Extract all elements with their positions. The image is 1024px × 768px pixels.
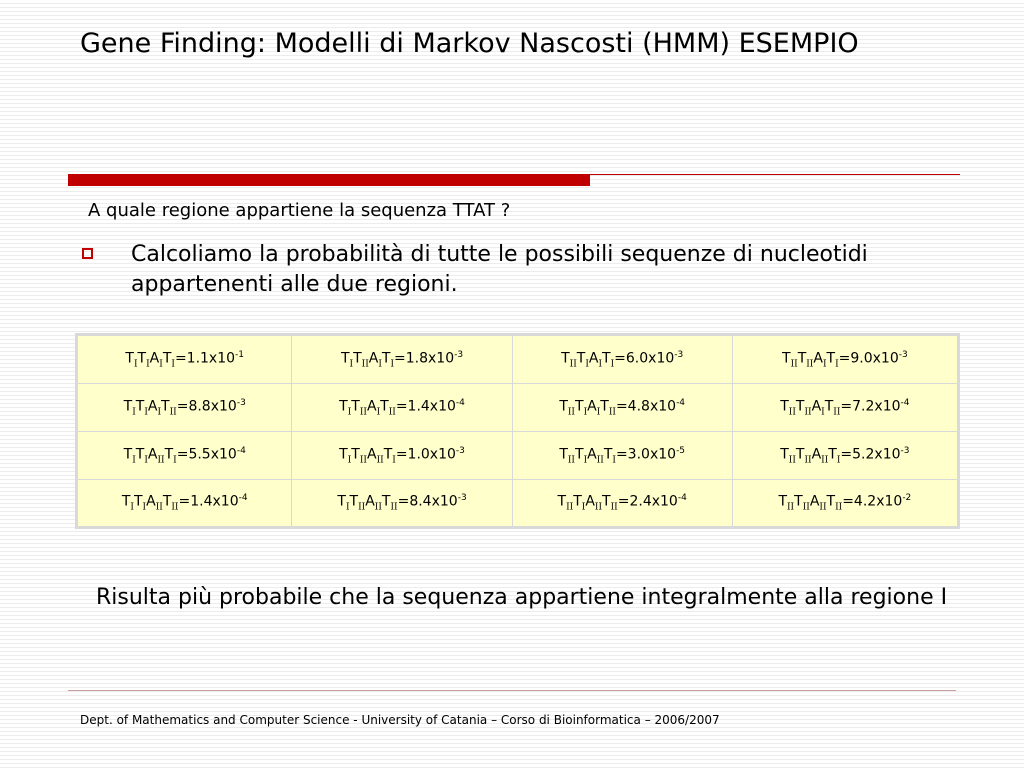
nucleotide-letter: A bbox=[587, 398, 597, 415]
slide-title: Gene Finding: Modelli di Markov Nascosti (HMM) ESEMPIO bbox=[80, 28, 859, 59]
probability-cell bbox=[513, 384, 733, 432]
nucleotide-letter: T bbox=[351, 446, 360, 463]
probability-cell bbox=[292, 432, 512, 480]
region-subscript: I bbox=[144, 407, 148, 418]
region-subscript: II bbox=[376, 455, 384, 466]
probability-exponent: -4 bbox=[455, 397, 465, 408]
nucleotide-letter: T bbox=[380, 398, 389, 415]
region-subscript: I bbox=[583, 407, 588, 418]
region-subscript: I bbox=[612, 455, 616, 466]
nucleotide-letter: T bbox=[123, 398, 133, 415]
probability-exponent: -4 bbox=[900, 397, 910, 408]
nucleotide-letter: A bbox=[811, 446, 822, 463]
nucleotide-letter: A bbox=[587, 446, 597, 463]
nucleotide-letter: T bbox=[826, 350, 836, 367]
nucleotide-letter: T bbox=[125, 350, 134, 367]
nucleotide-letter: T bbox=[778, 494, 787, 511]
probability-table bbox=[78, 336, 957, 526]
nucleotide-letter: T bbox=[162, 350, 172, 367]
region-subscript: II bbox=[804, 407, 812, 418]
probability-exponent: -4 bbox=[238, 493, 248, 504]
probability-cell bbox=[733, 336, 957, 384]
region-subscript: II bbox=[361, 359, 369, 370]
region-subscript: I bbox=[173, 455, 177, 466]
probability-mantissa: =3.0x10 bbox=[615, 446, 677, 463]
region-subscript: II bbox=[359, 407, 367, 418]
probability-cell bbox=[513, 336, 733, 384]
region-subscript: II bbox=[157, 455, 165, 466]
nucleotide-letter: T bbox=[602, 350, 611, 367]
table-row bbox=[78, 480, 957, 526]
region-subscript: II bbox=[388, 407, 396, 418]
probability-exponent: -1 bbox=[235, 349, 245, 360]
nucleotide-letter: T bbox=[337, 494, 346, 511]
probability-mantissa: =5.2x10 bbox=[840, 446, 901, 463]
nucleotide-letter: A bbox=[146, 494, 156, 511]
nucleotide-letter: A bbox=[366, 398, 377, 415]
region-subscript: II bbox=[788, 407, 796, 418]
nucleotide-letter: A bbox=[149, 350, 160, 367]
region-subscript: II bbox=[596, 455, 604, 466]
nucleotide-letter: T bbox=[797, 350, 807, 367]
probability-cell bbox=[78, 480, 292, 526]
region-subscript: I bbox=[347, 455, 352, 466]
probability-exponent: -3 bbox=[454, 349, 464, 360]
probability-exponent: -3 bbox=[674, 349, 684, 360]
region-subscript: I bbox=[610, 359, 615, 370]
nucleotide-letter: T bbox=[561, 350, 570, 367]
nucleotide-letter: T bbox=[351, 398, 360, 415]
nucleotide-letter: T bbox=[121, 494, 131, 511]
region-subscript: I bbox=[133, 359, 138, 370]
region-subscript: II bbox=[804, 455, 812, 466]
region-subscript: II bbox=[566, 502, 574, 513]
table-row bbox=[78, 336, 957, 384]
region-subscript: II bbox=[594, 502, 603, 513]
probability-mantissa: =4.2x10 bbox=[842, 494, 903, 511]
region-subscript: II bbox=[833, 407, 841, 418]
region-subscript: II bbox=[390, 502, 398, 513]
conclusion-text: Risulta più probabile che la sequenza appartiene integralmente alla regione I bbox=[96, 585, 948, 610]
region-subscript: I bbox=[598, 359, 603, 370]
probability-exponent: -2 bbox=[902, 493, 912, 504]
region-subscript: I bbox=[349, 359, 354, 370]
region-subscript: I bbox=[376, 407, 381, 418]
nucleotide-letter: T bbox=[824, 398, 834, 415]
region-subscript: I bbox=[146, 359, 150, 370]
nucleotide-letter: T bbox=[575, 398, 584, 415]
region-subscript: II bbox=[835, 502, 843, 513]
nucleotide-letter: A bbox=[147, 446, 158, 463]
probability-mantissa: =1.1x10 bbox=[174, 350, 236, 367]
nucleotide-letter: T bbox=[795, 398, 805, 415]
probability-cell bbox=[733, 480, 957, 526]
nucleotide-letter: T bbox=[383, 446, 393, 463]
probability-mantissa: =1.4x10 bbox=[178, 494, 239, 511]
table-row bbox=[78, 432, 957, 480]
region-subscript: II bbox=[608, 407, 616, 418]
nucleotide-letter: A bbox=[368, 350, 379, 367]
region-subscript: I bbox=[585, 359, 589, 370]
nucleotide-letter: A bbox=[366, 446, 377, 463]
region-subscript: II bbox=[567, 407, 575, 418]
nucleotide-letter: A bbox=[365, 494, 375, 511]
nucleotide-letter: T bbox=[794, 494, 803, 511]
probability-exponent: -4 bbox=[677, 493, 687, 504]
nucleotide-letter: T bbox=[161, 398, 170, 415]
nucleotide-letter: T bbox=[602, 494, 611, 511]
region-subscript: II bbox=[806, 359, 814, 370]
region-subscript: II bbox=[569, 359, 577, 370]
nucleotide-letter: A bbox=[147, 398, 158, 415]
nucleotide-letter: T bbox=[826, 494, 836, 511]
region-subscript: II bbox=[802, 502, 810, 513]
region-subscript: I bbox=[821, 407, 825, 418]
probability-cell bbox=[78, 432, 292, 480]
region-subscript: I bbox=[583, 455, 588, 466]
probability-cell bbox=[733, 384, 957, 432]
region-subscript: I bbox=[390, 359, 395, 370]
region-subscript: I bbox=[347, 407, 352, 418]
region-subscript: II bbox=[821, 455, 829, 466]
region-subscript: II bbox=[171, 502, 179, 513]
region-subscript: II bbox=[787, 502, 795, 513]
probability-mantissa: =9.0x10 bbox=[838, 350, 899, 367]
nucleotide-letter: T bbox=[576, 350, 586, 367]
probability-mantissa: =6.0x10 bbox=[614, 350, 675, 367]
title-divider-thick bbox=[68, 175, 590, 186]
probability-cell bbox=[513, 432, 733, 480]
probability-mantissa: =2.4x10 bbox=[617, 494, 678, 511]
probability-mantissa: =4.8x10 bbox=[615, 398, 677, 415]
hollow-square-bullet-icon bbox=[82, 248, 93, 259]
nucleotide-letter: T bbox=[135, 398, 145, 415]
probability-cell bbox=[78, 384, 292, 432]
nucleotide-letter: T bbox=[557, 494, 567, 511]
nucleotide-letter: T bbox=[559, 446, 568, 463]
probability-cell bbox=[292, 336, 512, 384]
probability-cell bbox=[292, 480, 512, 526]
region-subscript: I bbox=[392, 455, 396, 466]
region-subscript: II bbox=[790, 359, 798, 370]
nucleotide-letter: T bbox=[123, 446, 133, 463]
nucleotide-letter: T bbox=[828, 446, 837, 463]
nucleotide-letter: T bbox=[600, 398, 609, 415]
nucleotide-letter: T bbox=[164, 446, 174, 463]
nucleotide-letter: T bbox=[603, 446, 613, 463]
nucleotide-letter: T bbox=[133, 494, 143, 511]
probability-exponent: -4 bbox=[236, 445, 246, 456]
region-subscript: II bbox=[155, 502, 163, 513]
region-subscript: I bbox=[142, 502, 147, 513]
footer-text: Dept. of Mathematics and Computer Science - University of Catania – Corso di Bioinformatica – 2006/2007 bbox=[80, 713, 720, 727]
nucleotide-letter: T bbox=[559, 398, 568, 415]
region-subscript: I bbox=[378, 359, 382, 370]
nucleotide-letter: A bbox=[811, 398, 822, 415]
region-subscript: I bbox=[171, 359, 175, 370]
region-subscript: II bbox=[169, 407, 177, 418]
nucleotide-letter: T bbox=[137, 350, 147, 367]
nucleotide-letter: T bbox=[349, 494, 359, 511]
probability-exponent: -4 bbox=[676, 397, 686, 408]
nucleotide-letter: T bbox=[381, 494, 391, 511]
nucleotide-letter: T bbox=[381, 350, 391, 367]
region-subscript: I bbox=[596, 407, 601, 418]
region-subscript: II bbox=[359, 455, 367, 466]
nucleotide-letter: T bbox=[339, 446, 348, 463]
question-text: A quale regione appartiene la sequenza TTAT ? bbox=[88, 200, 511, 221]
region-subscript: II bbox=[358, 502, 366, 513]
probability-exponent: -5 bbox=[676, 445, 686, 456]
probability-mantissa: =1.0x10 bbox=[395, 446, 456, 463]
footer-divider bbox=[68, 690, 956, 691]
bullet-text: Calcoliamo la probabilità di tutte le possibili sequenze di nucleotidi appartenenti alle due regioni. bbox=[131, 242, 868, 297]
nucleotide-letter: T bbox=[353, 350, 362, 367]
probability-exponent: -3 bbox=[898, 349, 908, 360]
nucleotide-letter: T bbox=[780, 446, 789, 463]
region-subscript: I bbox=[132, 455, 136, 466]
probability-cell bbox=[733, 432, 957, 480]
nucleotide-letter: A bbox=[585, 494, 595, 511]
probability-mantissa: =8.4x10 bbox=[397, 494, 458, 511]
region-subscript: I bbox=[130, 502, 134, 513]
probability-exponent: -3 bbox=[900, 445, 910, 456]
region-subscript: I bbox=[822, 359, 827, 370]
probability-mantissa: =8.8x10 bbox=[176, 398, 237, 415]
probability-mantissa: =1.8x10 bbox=[394, 350, 455, 367]
region-subscript: II bbox=[567, 455, 575, 466]
nucleotide-letter: T bbox=[340, 350, 350, 367]
region-subscript: I bbox=[132, 407, 136, 418]
nucleotide-letter: T bbox=[782, 350, 791, 367]
nucleotide-letter: T bbox=[162, 494, 172, 511]
nucleotide-letter: A bbox=[588, 350, 599, 367]
region-subscript: II bbox=[610, 502, 618, 513]
nucleotide-letter: A bbox=[809, 494, 820, 511]
probability-mantissa: =5.5x10 bbox=[176, 446, 237, 463]
nucleotide-letter: A bbox=[813, 350, 823, 367]
probability-cell bbox=[513, 480, 733, 526]
nucleotide-letter: T bbox=[795, 446, 805, 463]
region-subscript: I bbox=[144, 455, 148, 466]
region-subscript: II bbox=[819, 502, 827, 513]
region-subscript: I bbox=[159, 359, 163, 370]
region-subscript: I bbox=[157, 407, 162, 418]
probability-mantissa: =7.2x10 bbox=[840, 398, 901, 415]
nucleotide-letter: T bbox=[780, 398, 789, 415]
region-subscript: II bbox=[374, 502, 382, 513]
nucleotide-letter: T bbox=[339, 398, 348, 415]
probability-table-frame bbox=[75, 333, 960, 529]
nucleotide-letter: T bbox=[573, 494, 582, 511]
table-row bbox=[78, 384, 957, 432]
probability-exponent: -3 bbox=[236, 397, 246, 408]
region-subscript: I bbox=[345, 502, 350, 513]
probability-cell bbox=[78, 336, 292, 384]
region-subscript: I bbox=[581, 502, 586, 513]
region-subscript: I bbox=[836, 455, 841, 466]
region-subscript: I bbox=[835, 359, 839, 370]
probability-mantissa: =1.4x10 bbox=[395, 398, 456, 415]
probability-exponent: -3 bbox=[457, 493, 467, 504]
probability-exponent: -3 bbox=[455, 445, 465, 456]
nucleotide-letter: T bbox=[135, 446, 145, 463]
region-subscript: II bbox=[788, 455, 796, 466]
nucleotide-letter: T bbox=[575, 446, 584, 463]
probability-cell bbox=[292, 384, 512, 432]
